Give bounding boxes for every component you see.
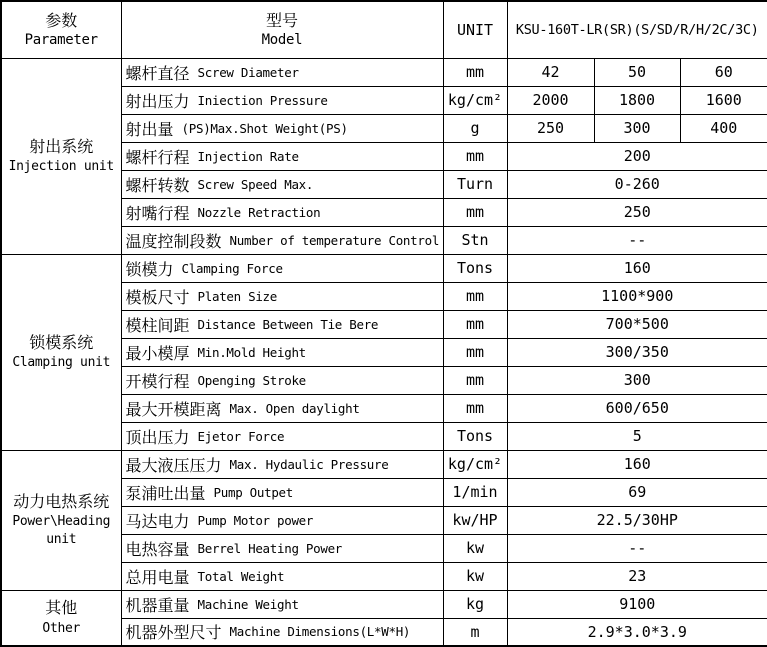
param-label-en: Total Weight <box>197 568 285 584</box>
param-label-cell <box>121 506 443 534</box>
section-label-en: Clamping unit <box>12 355 111 371</box>
value-cell: 250 <box>507 114 594 142</box>
param-label-en: Max. Hydaulic Pressure <box>229 456 389 472</box>
unit-cell: mm <box>443 282 507 310</box>
param-label-en: Ejetor Force <box>197 428 285 444</box>
header-parameter-zh: 参数 <box>45 10 78 30</box>
param-label-zh: 最大液压压力 <box>125 455 222 475</box>
param-label-en: Injection Rate <box>197 148 299 164</box>
param-label-zh: 电热容量 <box>125 539 190 559</box>
value-cell: 42 <box>507 58 594 86</box>
unit-cell: kw <box>443 562 507 590</box>
param-label-zh: 模柱间距 <box>125 315 190 335</box>
table-row <box>1 58 767 86</box>
param-label-zh: 螺杆行程 <box>125 147 190 167</box>
value-cell: 200 <box>507 142 767 170</box>
param-label-en: Clamping Force <box>181 260 283 276</box>
param-label-zh: 模板尺寸 <box>125 287 190 307</box>
param-label-zh: 射出压力 <box>125 91 190 111</box>
param-label-zh: 总用电量 <box>125 567 190 587</box>
unit-cell: Stn <box>443 226 507 254</box>
param-label-cell <box>121 478 443 506</box>
param-label-en: Berrel Heating Power <box>197 540 343 556</box>
value-cell: 300 <box>507 366 767 394</box>
param-label-cell <box>121 422 443 450</box>
value-cell: 1800 <box>594 86 680 114</box>
param-label-cell <box>121 142 443 170</box>
param-label-zh: 射嘴行程 <box>125 203 190 223</box>
param-label-cell <box>121 254 443 282</box>
section-cell-other <box>1 590 121 646</box>
unit-cell: Tons <box>443 422 507 450</box>
param-label-en: Distance Between Tie Bere <box>197 316 379 332</box>
param-label-en: Pump Outpet <box>213 484 293 500</box>
unit-cell: mm <box>443 198 507 226</box>
table-row <box>1 590 767 618</box>
section-label-en: Injection unit <box>8 159 114 175</box>
param-label-cell <box>121 58 443 86</box>
param-label-en: Openging Stroke <box>197 372 306 388</box>
header-parameter-en: Parameter <box>24 32 98 49</box>
section-label-zh: 动力电热系统 <box>13 491 110 511</box>
param-label-en: Iniection Pressure <box>197 92 328 108</box>
param-label-zh: 锁模力 <box>125 259 174 279</box>
value-cell: 60 <box>680 58 767 86</box>
param-label-cell <box>121 310 443 338</box>
value-cell: 1100*900 <box>507 282 767 310</box>
header-model-number-cell: KSU-160T-LR(SR)(S/SD/R/H/2C/3C) <box>507 1 767 58</box>
param-label-cell <box>121 366 443 394</box>
table-row <box>1 450 767 478</box>
unit-cell: kg/cm² <box>443 450 507 478</box>
value-cell: 600/650 <box>507 394 767 422</box>
param-label-en: Machine Dimensions(L*W*H) <box>229 624 411 640</box>
param-label-en: Platen Size <box>197 288 277 304</box>
section-label-en: Power\Heading unit <box>12 514 111 548</box>
param-label-zh: 泵浦吐出量 <box>125 483 206 503</box>
param-label-zh: 温度控制段数 <box>125 231 222 251</box>
param-label-zh: 射出量 <box>125 119 174 139</box>
param-label-en: (PS)Max.Shot Weight(PS) <box>181 120 348 136</box>
section-cell-power <box>1 450 121 590</box>
param-label-en: Nozzle Retraction <box>197 204 321 220</box>
unit-cell: Turn <box>443 170 507 198</box>
unit-cell: kw <box>443 534 507 562</box>
section-label-zh: 其他 <box>45 598 78 618</box>
param-label-en: Min.Mold Height <box>197 344 306 360</box>
unit-cell: kg/cm² <box>443 86 507 114</box>
section-cell-injection <box>1 58 121 254</box>
unit-cell: mm <box>443 58 507 86</box>
header-model-en: Model <box>261 32 303 49</box>
value-cell: -- <box>507 534 767 562</box>
value-cell: 700*500 <box>507 310 767 338</box>
value-cell: 69 <box>507 478 767 506</box>
unit-cell: m <box>443 618 507 646</box>
param-label-cell <box>121 590 443 618</box>
param-label-cell <box>121 618 443 646</box>
unit-cell: mm <box>443 338 507 366</box>
value-cell: 300/350 <box>507 338 767 366</box>
header-row <box>1 1 767 58</box>
header-parameter-cell <box>1 1 121 58</box>
value-cell: 1600 <box>680 86 767 114</box>
value-cell: 0-260 <box>507 170 767 198</box>
param-label-cell <box>121 534 443 562</box>
param-label-en: Number of temperature Control <box>229 232 440 248</box>
unit-cell: mm <box>443 142 507 170</box>
param-label-cell <box>121 226 443 254</box>
section-cell-clamping <box>1 254 121 450</box>
param-label-zh: 最大开模距离 <box>125 399 222 419</box>
header-unit-cell: UNIT <box>443 1 507 58</box>
param-label-cell <box>121 198 443 226</box>
param-label-zh: 机器外型尺寸 <box>125 623 222 643</box>
param-label-cell <box>121 338 443 366</box>
unit-cell: mm <box>443 310 507 338</box>
unit-cell: mm <box>443 394 507 422</box>
value-cell: 160 <box>507 254 767 282</box>
value-cell: -- <box>507 226 767 254</box>
value-cell: 50 <box>594 58 680 86</box>
param-label-cell <box>121 394 443 422</box>
param-label-cell <box>121 170 443 198</box>
param-label-zh: 最小模厚 <box>125 343 190 363</box>
unit-cell: 1/min <box>443 478 507 506</box>
unit-cell: kw/HP <box>443 506 507 534</box>
header-model-zh: 型号 <box>265 10 298 30</box>
value-cell: 2.9*3.0*3.9 <box>507 618 767 646</box>
section-label-zh: 锁模系统 <box>29 332 94 352</box>
param-label-zh: 机器重量 <box>125 595 190 615</box>
value-cell: 160 <box>507 450 767 478</box>
unit-cell: Tons <box>443 254 507 282</box>
value-cell: 250 <box>507 198 767 226</box>
table-row <box>1 254 767 282</box>
param-label-zh: 顶出压力 <box>125 427 190 447</box>
value-cell: 22.5/30HP <box>507 506 767 534</box>
param-label-cell <box>121 114 443 142</box>
unit-cell: mm <box>443 366 507 394</box>
param-label-en: Max. Open daylight <box>229 400 360 416</box>
value-cell: 23 <box>507 562 767 590</box>
value-cell: 9100 <box>507 590 767 618</box>
param-label-zh: 螺杆直径 <box>125 63 190 83</box>
param-label-en: Pump Motor power <box>197 512 314 528</box>
param-label-cell <box>121 562 443 590</box>
header-model-cell <box>121 1 443 58</box>
unit-cell: g <box>443 114 507 142</box>
param-label-zh: 马达电力 <box>125 511 190 531</box>
value-cell: 2000 <box>507 86 594 114</box>
param-label-cell <box>121 282 443 310</box>
value-cell: 5 <box>507 422 767 450</box>
param-label-cell <box>121 86 443 114</box>
param-label-en: Screw Diameter <box>197 64 299 80</box>
value-cell: 300 <box>594 114 680 142</box>
param-label-en: Machine Weight <box>197 596 299 612</box>
section-label-zh: 射出系统 <box>29 136 94 156</box>
section-label-en: Other <box>42 620 81 636</box>
param-label-zh: 开模行程 <box>125 371 190 391</box>
param-label-en: Screw Speed Max. <box>197 176 314 192</box>
param-label-cell <box>121 450 443 478</box>
value-cell: 400 <box>680 114 767 142</box>
param-label-zh: 螺杆转数 <box>125 175 190 195</box>
unit-cell: kg <box>443 590 507 618</box>
